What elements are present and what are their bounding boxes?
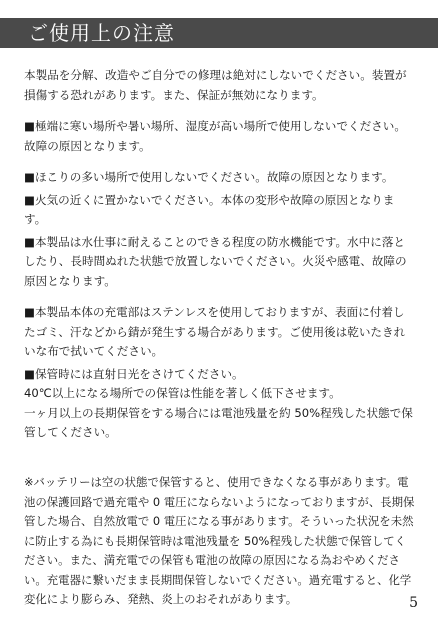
caution-dust: ■ほこりの多い場所で使用しないでください。故障の原因となります。 [24,170,394,184]
caution-storage-longterm: 一ヶ月以上の長期保管をする場合には電池残量を約 50%程残した状態で保管してください。 [24,405,413,439]
caution-storage-heat: 40℃以上になる場所での保管は性能を著しく低下させます。 [24,386,341,400]
caution-list [24,66,416,443]
battery-note-text: ※バッテリーは空の状態で保管すると、使用できなくなる事があります。電池の保護回路で過充電や 0 電圧にならないようになっておりますが、長期保管した場合、自然放電で 0 電圧になる事があります。そういった状況を未然に防止する為にも長期保管時は電池残量を 50%程残した状態で保管してください。また、満充電での保管も電池の故障の原因になる為おやめください。充電器に繋いだまま長期間保管しないでください。過充電すると、化学変化により膨らみ、発熱、炎上のおそれがあります。 [24,475,415,607]
caution-waterproof: ■本製品は水仕事に耐えることのできる程度の防水機能です。水中に落としたり、長時間ぬれた状態で放置しないでください。火災や感電、故障の原因となります。 [24,234,407,288]
battery-note [24,462,416,621]
section-header-bar [0,18,438,48]
caution-rust: ■本製品本体の充電部はステンレスを使用しておりますが、表面に付着したゴミ、汗などから錆が発生する場合があります。ご使用後は乾いたきれいな布で拭いてください。 [24,305,406,358]
page-number: 5 [409,595,418,611]
caution-storage-sunlight: ■保管時には直射日光をさけてください。 [24,366,244,381]
caution-disassembly: 本製品を分解、改造やご自分での修理は絶対にしないでください。装置が損傷する恐れがあります。また、保証が無効になります。 [24,68,407,102]
section-title: ご使用上の注意 [28,21,175,45]
caution-temperature: ■極端に寒い場所や暑い場所、湿度が高い場所で使用しないでください。故障の原因となります。 [24,119,406,153]
caution-fire: ■火気の近くに置かないでください。本体の変形や故障の原因となります。 [24,192,395,226]
